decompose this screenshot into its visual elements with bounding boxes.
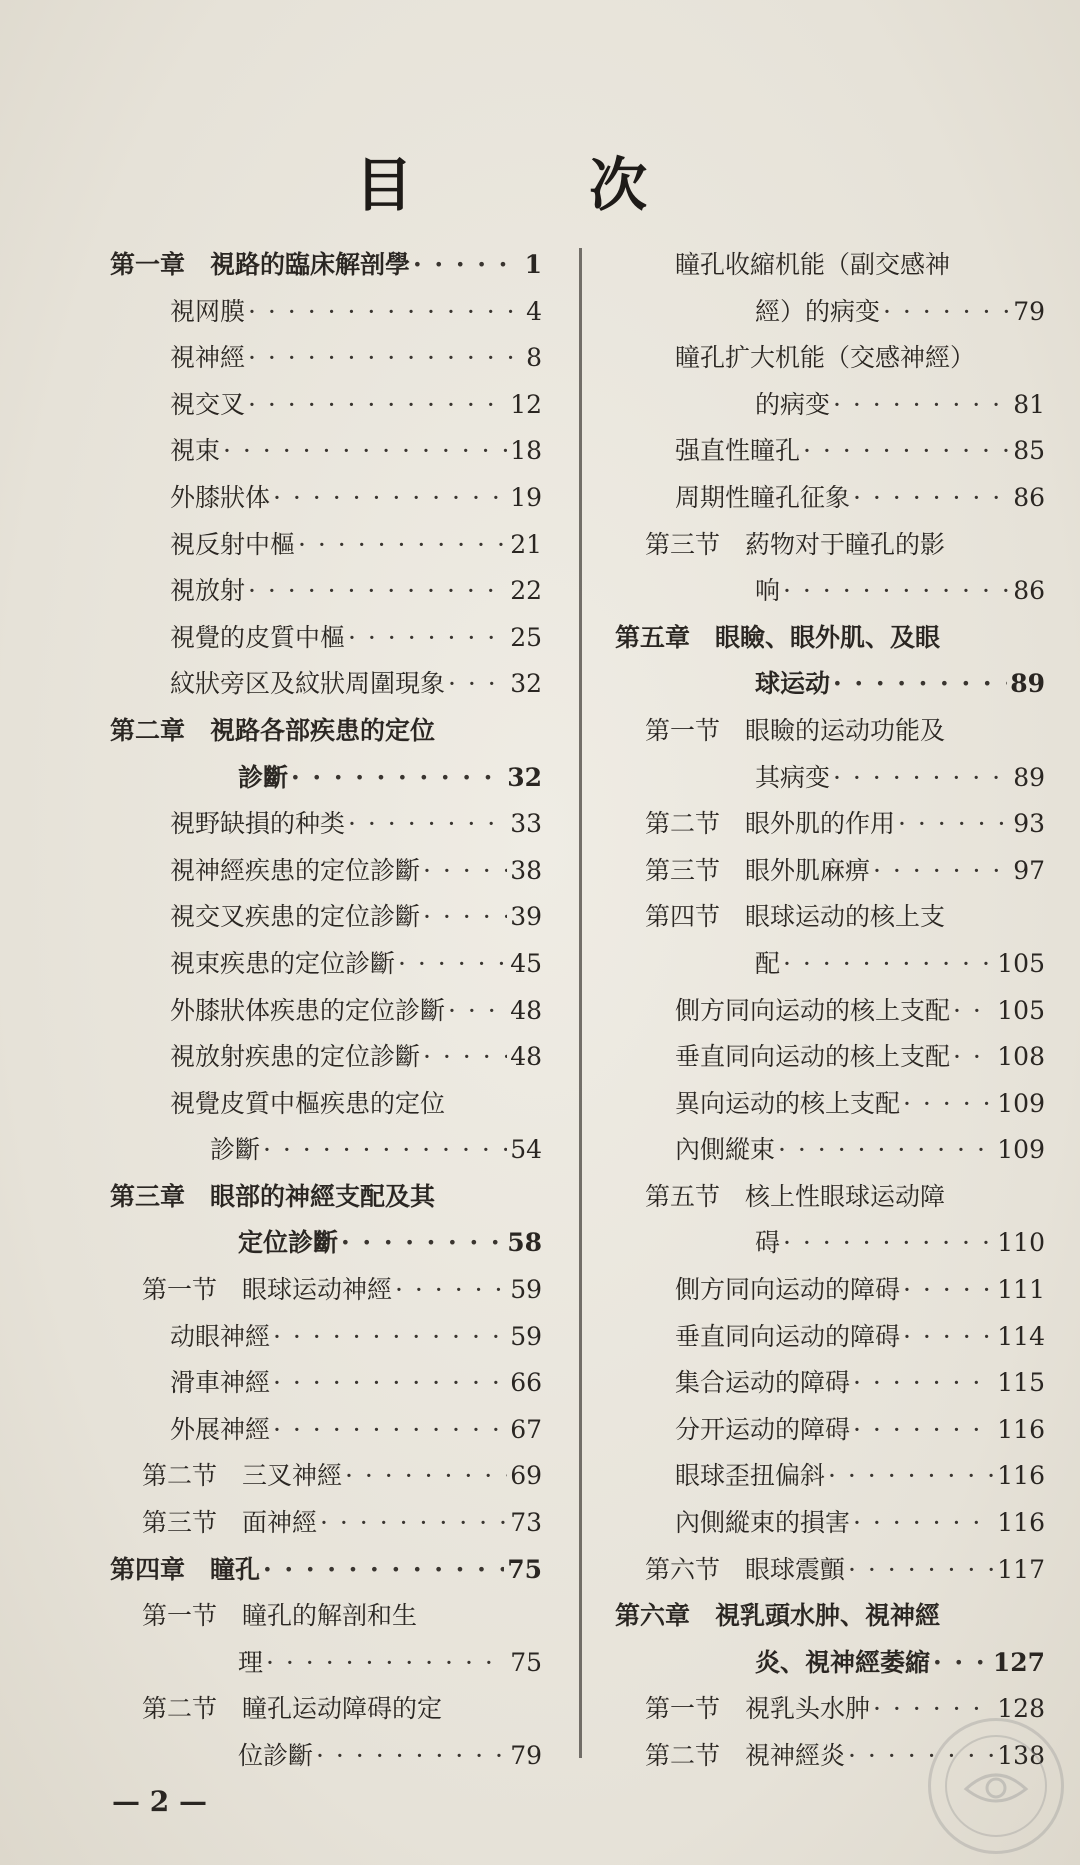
toc-entry-page: 67 [510, 1414, 542, 1444]
toc-entry [110, 568, 542, 615]
toc-entry-title: 瞳孔扩大机能（交感神經） [675, 343, 976, 373]
toc-entry [110, 1034, 542, 1081]
toc-entry-title: 診斷 [238, 762, 289, 792]
dot-leader [398, 941, 507, 988]
dot-leader [903, 1267, 994, 1314]
dot-leader [803, 428, 1010, 475]
toc-entry-title: 第一节 眼瞼的运动功能及 [645, 715, 946, 745]
toc-entry [615, 1081, 1045, 1128]
toc-entry [110, 1360, 542, 1407]
toc-entry-title: 視束疾患的定位診斷 [170, 948, 396, 978]
toc-entry-page: 79 [1013, 296, 1045, 326]
toc-entry-title: 周期性瞳孔征象 [675, 482, 851, 512]
toc-entry-title: 視覺皮質中樞疾患的定位 [170, 1088, 446, 1118]
toc-entry-page: 75 [507, 1554, 542, 1584]
toc-entry-page: 45 [510, 948, 542, 978]
dot-leader [273, 1360, 507, 1407]
toc-entry-title: 視放射疾患的定位診斷 [170, 1042, 421, 1072]
toc-entry [110, 848, 542, 895]
dot-leader [316, 1733, 507, 1780]
toc-entry-page: 25 [510, 622, 542, 652]
toc-left-column [110, 242, 542, 1780]
dot-leader [828, 1453, 994, 1500]
toc-entry-page: 117 [997, 1554, 1045, 1584]
toc-entry-page: 108 [997, 1042, 1045, 1072]
dot-leader [423, 1034, 507, 1081]
toc-entry [110, 242, 542, 289]
toc-entry-page: 22 [510, 576, 542, 606]
toc-entry [615, 988, 1045, 1035]
toc-entry [110, 1453, 542, 1500]
toc-entry [615, 1034, 1045, 1081]
dot-leader [853, 1360, 994, 1407]
toc-entry-page: 116 [997, 1508, 1045, 1538]
toc-entry-title: 第一章 視路的臨床解剖學 [110, 250, 411, 279]
toc-entry [110, 661, 542, 708]
toc-entry [110, 1127, 542, 1174]
toc-entry [110, 382, 542, 429]
dot-leader [783, 568, 1010, 615]
toc-entry-title: 第一节 瞳孔的解剖和生 [142, 1601, 418, 1631]
dot-leader [273, 1407, 507, 1454]
toc-entry [615, 522, 1045, 569]
toc-entry-title: 異向运动的核上支配 [675, 1088, 901, 1118]
toc-entry [615, 289, 1045, 336]
toc-entry-title: 第二节 三叉神經 [142, 1461, 343, 1491]
toc-entry-page: 85 [1013, 436, 1045, 466]
toc-entry-page: 105 [997, 995, 1045, 1025]
toc-entry [110, 1640, 542, 1687]
toc-entry-page: 110 [997, 1228, 1045, 1258]
toc-entry [110, 1267, 542, 1314]
toc-entry-page: 97 [1013, 855, 1045, 885]
toc-entry-title: 理 [238, 1647, 264, 1677]
toc-entry-page: 138 [997, 1741, 1045, 1770]
dot-leader [345, 1453, 507, 1500]
museum-seal-watermark [928, 1718, 1064, 1854]
toc-entry [615, 1500, 1045, 1547]
toc-entry-title: 的病变 [755, 389, 831, 419]
dot-leader [783, 1220, 994, 1267]
toc-entry [110, 941, 542, 988]
toc-entry [110, 1407, 542, 1454]
toc-entry [615, 1174, 1045, 1221]
dot-leader [395, 1267, 507, 1314]
toc-entry [615, 661, 1045, 708]
dot-leader [848, 1547, 994, 1594]
dot-leader [833, 382, 1010, 429]
toc-entry [110, 1686, 542, 1733]
toc-entry-title: 視交叉疾患的定位診斷 [170, 902, 421, 932]
toc-entry [615, 568, 1045, 615]
column-divider [579, 248, 582, 1758]
toc-entry [615, 848, 1045, 895]
toc-entry [615, 708, 1045, 755]
toc-entry [615, 1407, 1045, 1454]
toc-entry-title: 球运动 [755, 669, 831, 699]
toc-entry [615, 475, 1045, 522]
toc-entry-title: 視神經 [170, 343, 246, 373]
toc-entry-page: 8 [526, 343, 542, 373]
toc-entry-title: 炎、視神經萎縮 [755, 1647, 931, 1677]
toc-entry-title: 第三节 葯物对于瞳孔的影 [645, 529, 946, 559]
dot-leader [348, 615, 507, 662]
eye-logo-icon [931, 1721, 1061, 1851]
toc-entry [615, 941, 1045, 988]
dot-leader [853, 475, 1010, 522]
dot-leader [248, 289, 523, 336]
toc-entry-page: 32 [507, 762, 542, 792]
toc-entry-page: 32 [510, 669, 542, 699]
toc-entry-page: 48 [510, 1042, 542, 1072]
toc-entry-page: 109 [997, 1135, 1045, 1165]
dot-leader [223, 428, 507, 475]
toc-entry-title: 第四节 眼球运动的核上支 [645, 902, 946, 932]
toc-entry-page: 1 [524, 250, 542, 279]
toc-entry-title: 視覺的皮質中樞 [170, 622, 346, 652]
dot-leader [263, 1127, 507, 1174]
dot-leader [266, 1640, 507, 1687]
toc-entry [615, 428, 1045, 475]
toc-entry-page: 69 [510, 1461, 542, 1491]
toc-entry-page: 105 [997, 948, 1045, 978]
dot-leader [273, 1314, 507, 1361]
toc-entry [615, 755, 1045, 802]
toc-entry-title: 視网膜 [170, 296, 246, 326]
toc-entry-title: 側方同向运动的障碍 [675, 1275, 901, 1305]
dot-leader [833, 755, 1010, 802]
toc-entry-title: 配 [755, 948, 781, 978]
toc-entry-title: 視束 [170, 436, 221, 466]
toc-entry-page: 19 [510, 482, 542, 512]
toc-entry [615, 242, 1045, 289]
toc-entry-page: 89 [1013, 762, 1045, 792]
toc-entry [110, 475, 542, 522]
toc-entry-page: 48 [510, 995, 542, 1025]
toc-entry-page: 114 [997, 1321, 1045, 1351]
dot-leader [423, 894, 507, 941]
toc-entry-title: 响 [755, 576, 781, 606]
dot-leader [248, 335, 523, 382]
toc-entry [110, 428, 542, 475]
page-number: — 2 — [112, 1785, 207, 1818]
dot-leader [903, 1314, 994, 1361]
dot-leader [883, 289, 1010, 336]
toc-entry [110, 1174, 542, 1221]
toc-entry-page: 86 [1013, 482, 1045, 512]
toc-entry-title: 經）的病变 [755, 296, 881, 326]
toc-entry [110, 708, 542, 755]
toc-entry [110, 1220, 542, 1267]
toc-entry-page: 39 [510, 902, 542, 932]
toc-entry-title: 碍 [755, 1228, 781, 1258]
toc-entry [615, 382, 1045, 429]
toc-entry-title: 外膝狀体疾患的定位診斷 [170, 995, 446, 1025]
dot-leader [783, 941, 994, 988]
toc-entry-page: 33 [510, 809, 542, 839]
toc-entry-page: 86 [1013, 576, 1045, 606]
dot-leader [248, 568, 507, 615]
toc-entry-title: 瞳孔收縮机能（副交感神 [675, 250, 951, 279]
dot-leader [448, 661, 507, 708]
dot-leader [413, 242, 522, 289]
toc-entry-page: 75 [510, 1647, 542, 1677]
toc-entry-title: 紋狀旁区及紋狀周圍現象 [170, 669, 446, 699]
toc-entry-page: 116 [997, 1461, 1045, 1491]
dot-leader [291, 755, 504, 802]
toc-entry [110, 1733, 542, 1780]
toc-entry-title: 第一节 眼球运动神經 [142, 1275, 393, 1305]
toc-entry-title: 定位診斷 [238, 1228, 339, 1258]
dot-leader [448, 988, 507, 1035]
toc-entry-page: 54 [510, 1135, 542, 1165]
toc-entry [615, 1593, 1045, 1640]
toc-entry-page: 59 [510, 1275, 542, 1305]
toc-entry [110, 988, 542, 1035]
toc-entry-title: 第六节 眼球震顫 [645, 1554, 846, 1584]
toc-entry [110, 522, 542, 569]
toc-entry-title: 內側縱束的損害 [675, 1508, 851, 1538]
toc-entry-title: 第二节 眼外肌的作用 [645, 809, 896, 839]
dot-leader [903, 1081, 994, 1128]
toc-entry-page: 21 [510, 529, 542, 559]
toc-entry [615, 1267, 1045, 1314]
toc-entry-page: 38 [510, 855, 542, 885]
toc-entry-title: 視神經疾患的定位診斷 [170, 855, 421, 885]
toc-entry-title: 第一节 視乳头水肿 [645, 1694, 871, 1724]
toc-entry-title: 第三节 面神經 [142, 1508, 318, 1538]
toc-entry-title: 第六章 視乳頭水肿、視神經 [615, 1601, 941, 1631]
toc-entry-title: 垂直同向运动的障碍 [675, 1321, 901, 1351]
toc-entry-title: 視反射中樞 [170, 529, 296, 559]
toc-entry-title: 第三章 眼部的神經支配及其 [110, 1181, 436, 1211]
toc-entry [615, 1640, 1045, 1687]
dot-leader [778, 1127, 994, 1174]
toc-right-column [615, 242, 1045, 1780]
toc-entry [615, 1360, 1045, 1407]
dot-leader [423, 848, 507, 895]
toc-entry-title: 診斷 [210, 1135, 261, 1165]
toc-entry-title: 視交叉 [170, 389, 246, 419]
toc-entry-title: 第五章 眼瞼、眼外肌、及眼 [615, 622, 941, 652]
toc-entry-page: 111 [997, 1275, 1045, 1305]
toc-entry-title: 視放射 [170, 576, 246, 606]
toc-entry-page: 89 [1010, 669, 1045, 699]
toc-entry-title: 外展神經 [170, 1414, 271, 1444]
dot-leader [953, 988, 994, 1035]
dot-leader [348, 801, 507, 848]
dot-leader [873, 848, 1010, 895]
toc-entry-page: 59 [510, 1321, 542, 1351]
toc-entry-page: 109 [997, 1088, 1045, 1118]
page-title: 目 次 [354, 151, 726, 219]
dot-leader [341, 1220, 504, 1267]
toc-entry-page: 58 [507, 1228, 542, 1258]
toc-entry-page: 81 [1013, 389, 1045, 419]
toc-entry [615, 1127, 1045, 1174]
dot-leader [248, 382, 507, 429]
dot-leader [898, 801, 1010, 848]
toc-entry-title: 眼球歪扭偏斜 [675, 1461, 826, 1491]
toc-entry-title: 第三节 眼外肌麻痹 [645, 855, 871, 885]
toc-entry-page: 12 [510, 389, 542, 419]
toc-entry-title: 內側縱束 [675, 1135, 776, 1165]
toc-entry-title: 第二节 視神經炎 [645, 1741, 846, 1770]
toc-entry-page: 127 [992, 1647, 1045, 1677]
toc-entry [110, 615, 542, 662]
dot-leader [320, 1500, 507, 1547]
toc-entry-title: 集合运动的障碍 [675, 1368, 851, 1398]
dot-leader [953, 1034, 994, 1081]
toc-entry-page: 4 [526, 296, 542, 326]
toc-entry [110, 1081, 542, 1128]
toc-entry [110, 801, 542, 848]
toc-entry-page: 73 [510, 1508, 542, 1538]
dot-leader [833, 661, 1007, 708]
toc-entry-title: 第四章 瞳孔 [110, 1554, 261, 1584]
toc-entry-title: 側方同向运动的核上支配 [675, 995, 951, 1025]
toc-entry-title: 第二节 瞳孔运动障碍的定 [142, 1694, 443, 1724]
toc-entry [110, 335, 542, 382]
toc-entry-page: 66 [510, 1368, 542, 1398]
toc-entry-page: 116 [997, 1414, 1045, 1444]
dot-leader [853, 1500, 994, 1547]
toc-entry [110, 1314, 542, 1361]
toc-entry-title: 强直性瞳孔 [675, 436, 801, 466]
toc-entry [110, 755, 542, 802]
toc-entry [615, 801, 1045, 848]
toc-entry-page: 18 [510, 436, 542, 466]
toc-entry [615, 335, 1045, 382]
dot-leader [298, 522, 507, 569]
toc-entry-title: 滑車神經 [170, 1368, 271, 1398]
toc-entry-title: 其病变 [755, 762, 831, 792]
toc-entry [110, 1547, 542, 1594]
toc-entry [110, 1500, 542, 1547]
toc-entry-title: 动眼神經 [170, 1321, 271, 1351]
toc-entry [615, 1547, 1045, 1594]
toc-entry-page: 79 [510, 1741, 542, 1770]
toc-entry [615, 1220, 1045, 1267]
toc-entry [110, 1593, 542, 1640]
toc-entry [110, 289, 542, 336]
toc-entry-title: 第二章 視路各部疾患的定位 [110, 715, 436, 745]
dot-leader [853, 1407, 994, 1454]
toc-entry [615, 1314, 1045, 1361]
toc-entry [615, 1453, 1045, 1500]
dot-leader [273, 475, 507, 522]
toc-entry-title: 外膝狀体 [170, 482, 271, 512]
toc-entry-title: 位診斷 [238, 1741, 314, 1770]
dot-leader [263, 1547, 504, 1594]
toc-entry-title: 第五节 核上性眼球运动障 [645, 1181, 946, 1211]
toc-entry-page: 115 [997, 1368, 1045, 1398]
toc-entry [110, 894, 542, 941]
toc-entry-page: 128 [997, 1694, 1045, 1724]
toc-entry-title: 視野缺損的种类 [170, 809, 346, 839]
toc-entry-page: 93 [1013, 809, 1045, 839]
toc-entry [615, 615, 1045, 662]
dot-leader [933, 1640, 990, 1687]
toc-entry-title: 分开运动的障碍 [675, 1414, 851, 1444]
toc-entry [615, 894, 1045, 941]
toc-entry-title: 垂直同向运动的核上支配 [675, 1042, 951, 1072]
